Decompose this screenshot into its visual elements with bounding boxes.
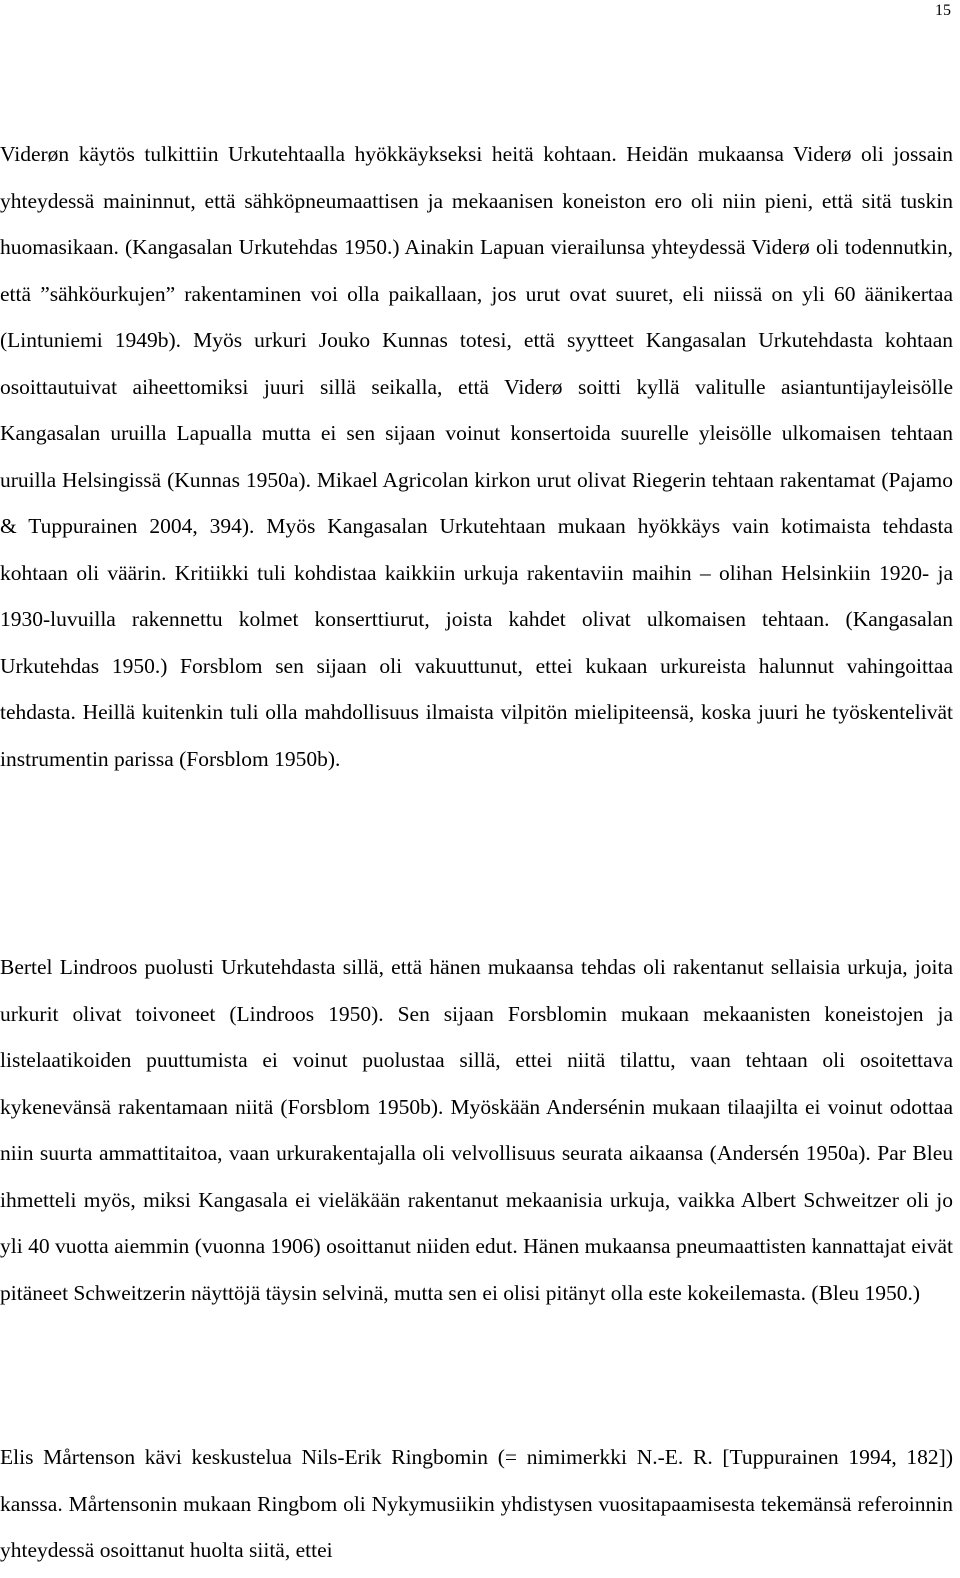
body-paragraph-2: Bertel Lindroos puolusti Urkutehdasta sillä, että hänen mukaansa tehdas oli rakentanut sellaisia urkuja, joita urkurit olivat toivoneet (Lindroos 1950). Sen sijaan Forsblomin mukaan mekaanisten koneistojen ja listelaatikoiden puuttumista ei voinut puolustaa sillä, ettei niitä tilattu, vaan tehtaan oli osoitettava kykenevänsä rakentamaan niitä (Forsblom 1950b). Myöskään Andersénin mukaan tilaajilta ei voinut odottaa niin suurta ammattitaitoa, vaan urkurakentajalla oli velvollisuus seurata aikaansa (Andersén 1950a). Par Bleu ihmetteli myös, miksi Kangasala ei vieläkään rakentanut mekaanisia urkuja, vaikka Albert Schweitzer oli jo yli 40 vuotta aiemmin (vuonna 1906) osoittanut niiden edut. Hänen mukaansa pneumaattisten kannattajat eivät pitäneet Schweitzerin näyttöjä täysin selvinä, mutta sen ei olisi pitänyt olla este kokeilemasta. (Bleu 1950.) (0, 955, 953, 1305)
page-number: 15 (935, 2, 951, 19)
body-paragraph-1: Viderøn käytös tulkittiin Urkutehtaalla hyökkäykseksi heitä kohtaan. Heidän mukaansa Viderø oli jossain yhteydessä maininnut, että sähköpneumaattisen ja mekaanisen koneiston ero oli niin pieni, että sitä tuskin huomasikaan. (Kangasalan Urkutehdas 1950.) Ainakin Lapuan vierailunsa yhteydessä Viderø oli todennutkin, että ”sähköurkujen” rakentaminen voi olla paikallaan, jos urut ovat suuret, eli niissä on yli 60 äänikertaa (Lintuniemi 1949b). Myös urkuri Jouko Kunnas totesi, että syytteet Kangasalan Urkutehdasta kohtaan osoittautuivat aiheettomiksi juuri sillä seikalla, että Viderø soitti kyllä valitulle asiantuntijayleisölle Kangasalan uruilla Lapualla mutta ei sen sijaan voinut konsertoida suurelle yleisölle ulkomaisen tehtaan uruilla Helsingissä (Kunnas 1950a). Mikael Agricolan kirkon urut olivat Riegerin tehtaan rakentamat (Pajamo & Tuppurainen 2004, 394). Myös Kangasalan Urkutehtaan mukaan hyökkäys vain kotimaista tehdasta kohtaan oli väärin. Kritiikki tuli kohdistaa kaikkiin urkuja rakentaviin maihin – olihan Helsinkiin 1920- ja 1930-luvuilla rakennettu kolmet konserttiurut, joista kahdet olivat ulkomaisen tehtaan. (Kangasalan Urkutehdas 1950.) Forsblom sen sijaan oli vakuuttunut, ettei kukaan urkureista halunnut vahingoittaa tehdasta. Heillä kuitenkin tuli olla mahdollisuus ilmaista vilpitön mielipiteensä, koska juuri he työskentelivät instrumentin parissa (Forsblom 1950b). (0, 142, 953, 771)
body-paragraph-3: Elis Mårtenson kävi keskustelua Nils-Erik Ringbomin (= nimimerkki N.-E. R. [Tuppurainen 1994, 182]) kanssa. Mårtensonin mukaan Ringbom oli Nykymusiikin yhdistysen vuositapaamisesta tekemänsä referoinnin yhteydessä osoittanut huolta siitä, ettei (0, 1445, 953, 1562)
